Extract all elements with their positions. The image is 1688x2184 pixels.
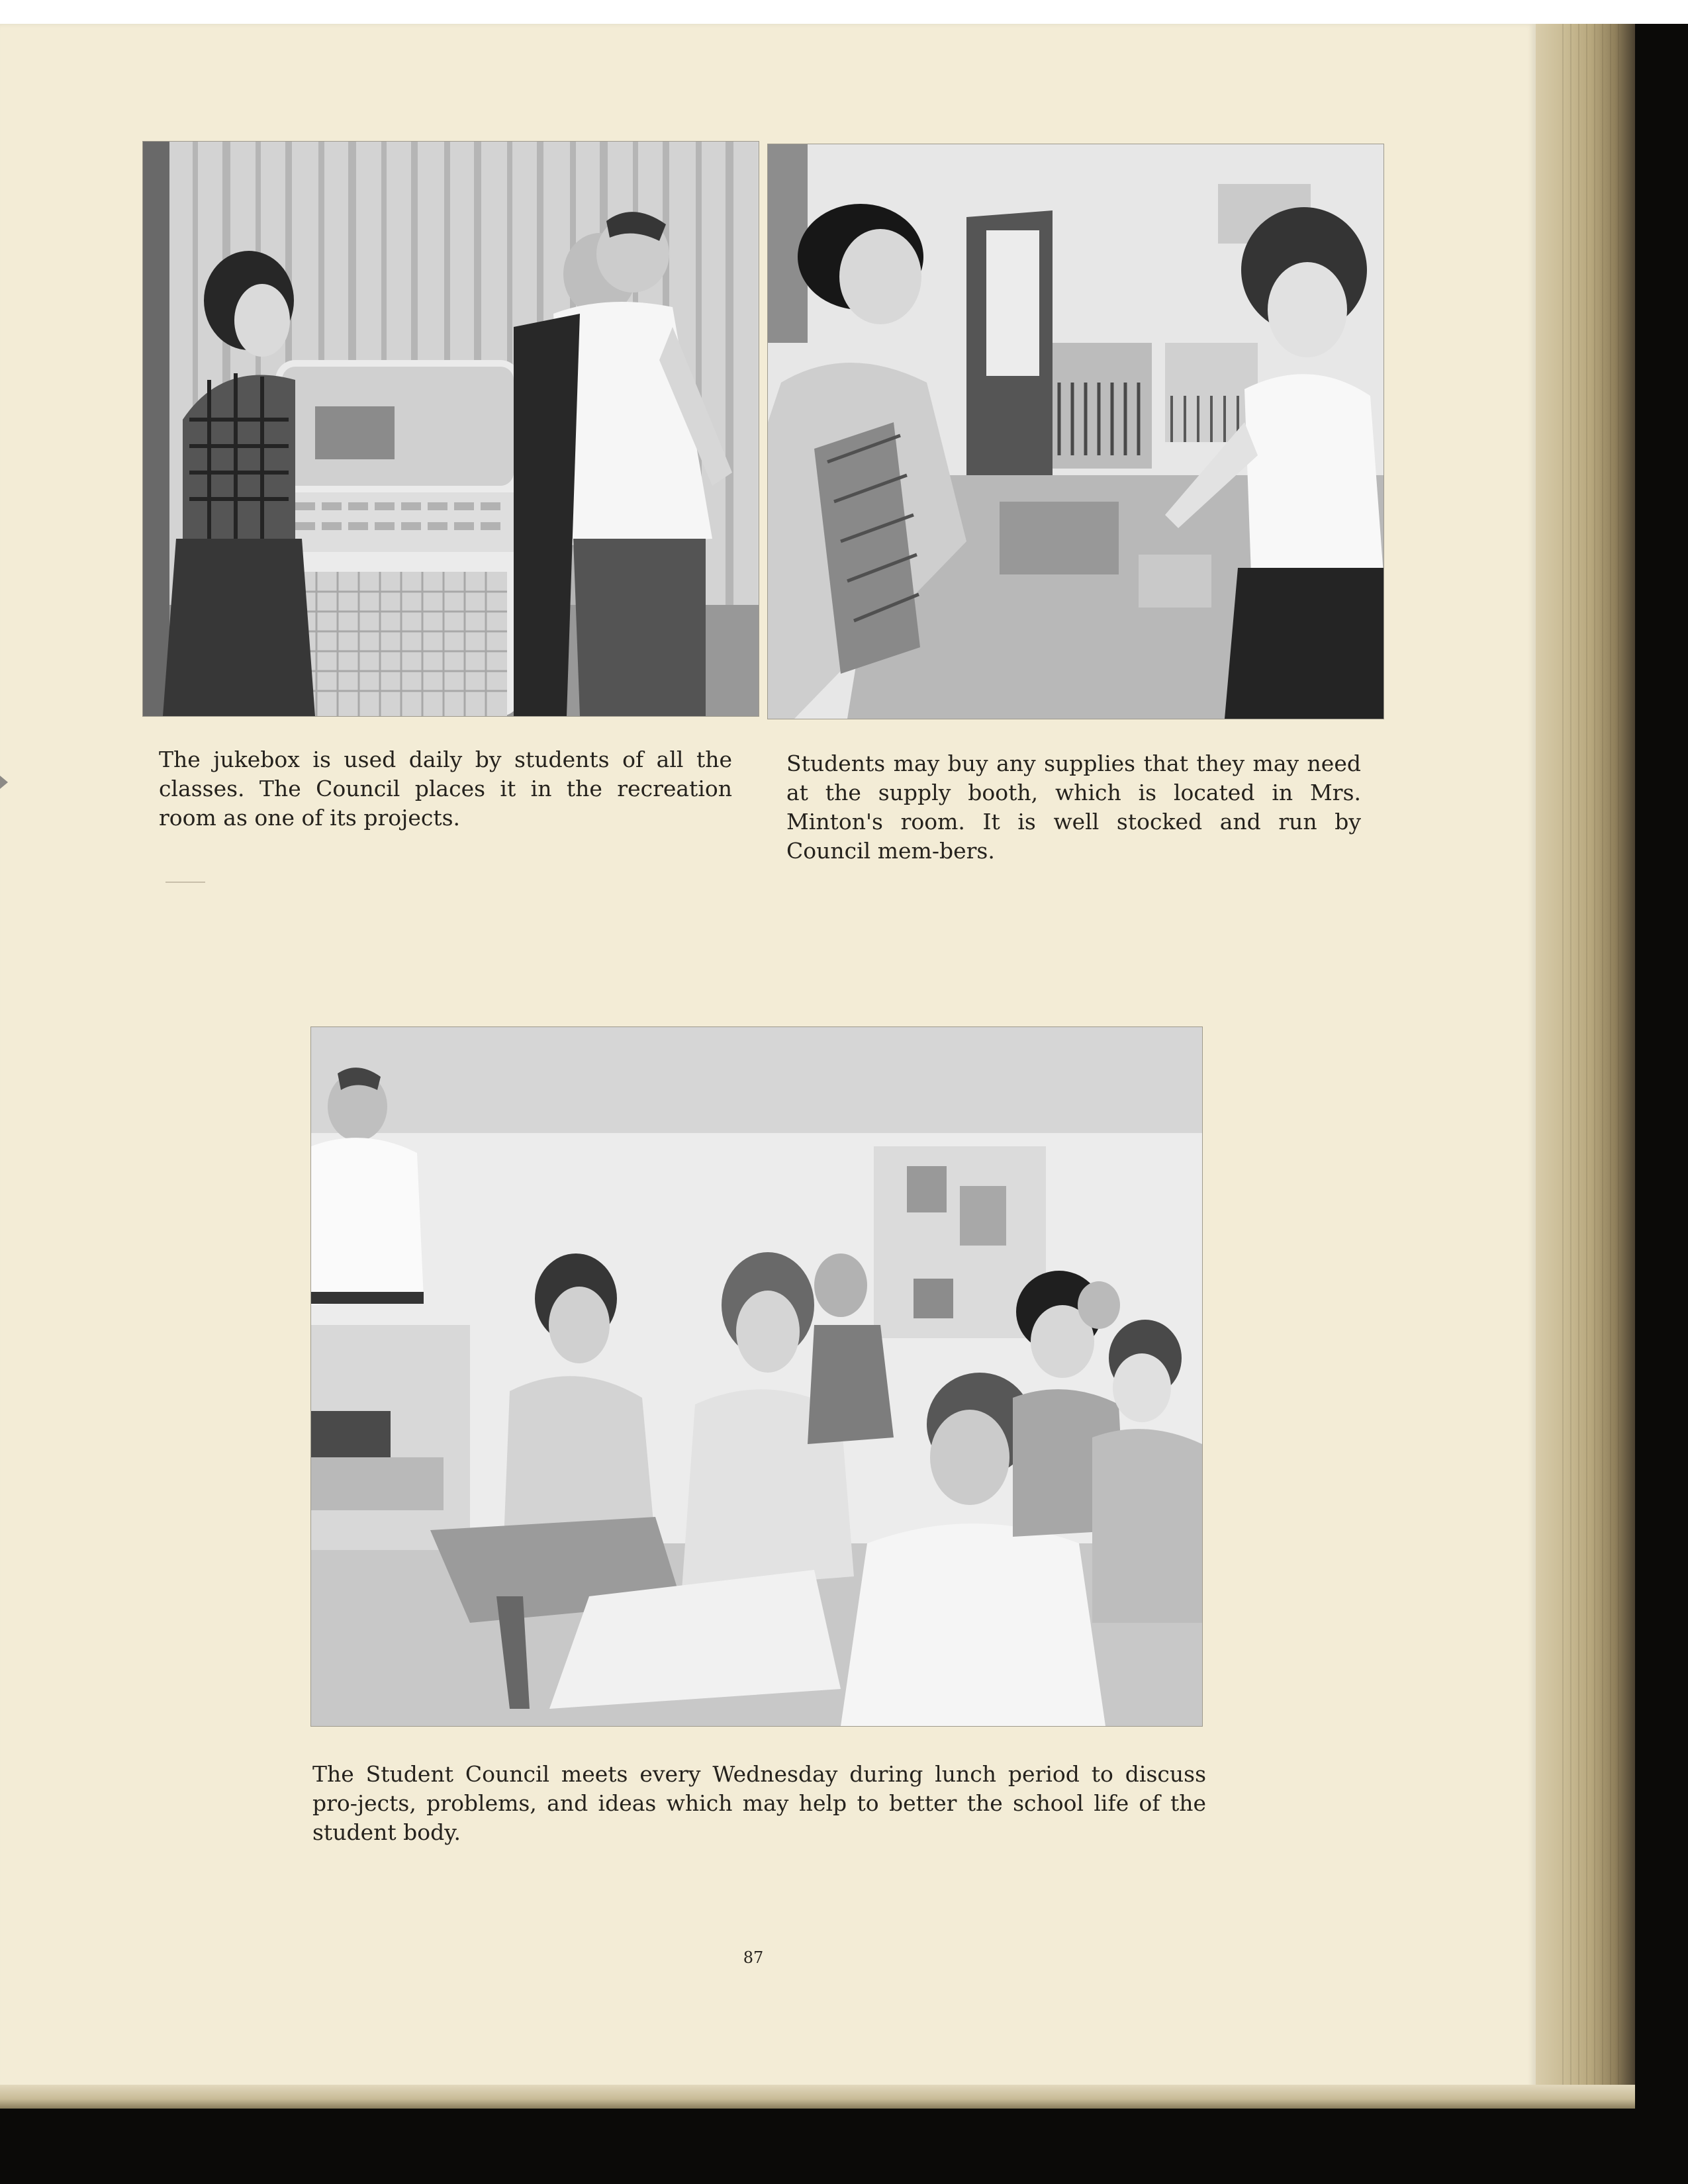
student-council-meeting-photo — [311, 1027, 1202, 1726]
margin-arrow-mark — [0, 776, 8, 789]
scan-backdrop-right — [1635, 24, 1688, 2118]
supply-booth-caption: Students may buy any supplies that they may need at the supply booth, which is located in Mrs. Minton's room. It is well stocked and run by Council mem-bers. — [786, 751, 1361, 864]
jukebox-caption: The jukebox is used daily by students of all the classes. The Council places it in the recreation room as one of its projects. — [159, 747, 732, 831]
book-bottom-edge — [0, 2085, 1635, 2109]
student-council-caption: The Student Council meets every Wednesday during lunch period to discuss pro-jects, problems, and ideas which may help to better the school life of the student body. — [312, 1761, 1206, 1845]
supply-booth-photo — [768, 144, 1383, 719]
book-page-edge-lines — [1556, 24, 1622, 2109]
jukebox-photo — [143, 142, 759, 716]
pencil-mark — [165, 882, 205, 883]
scan-backdrop-bottom — [0, 2109, 1688, 2184]
page-number: 87 — [743, 1948, 764, 1967]
